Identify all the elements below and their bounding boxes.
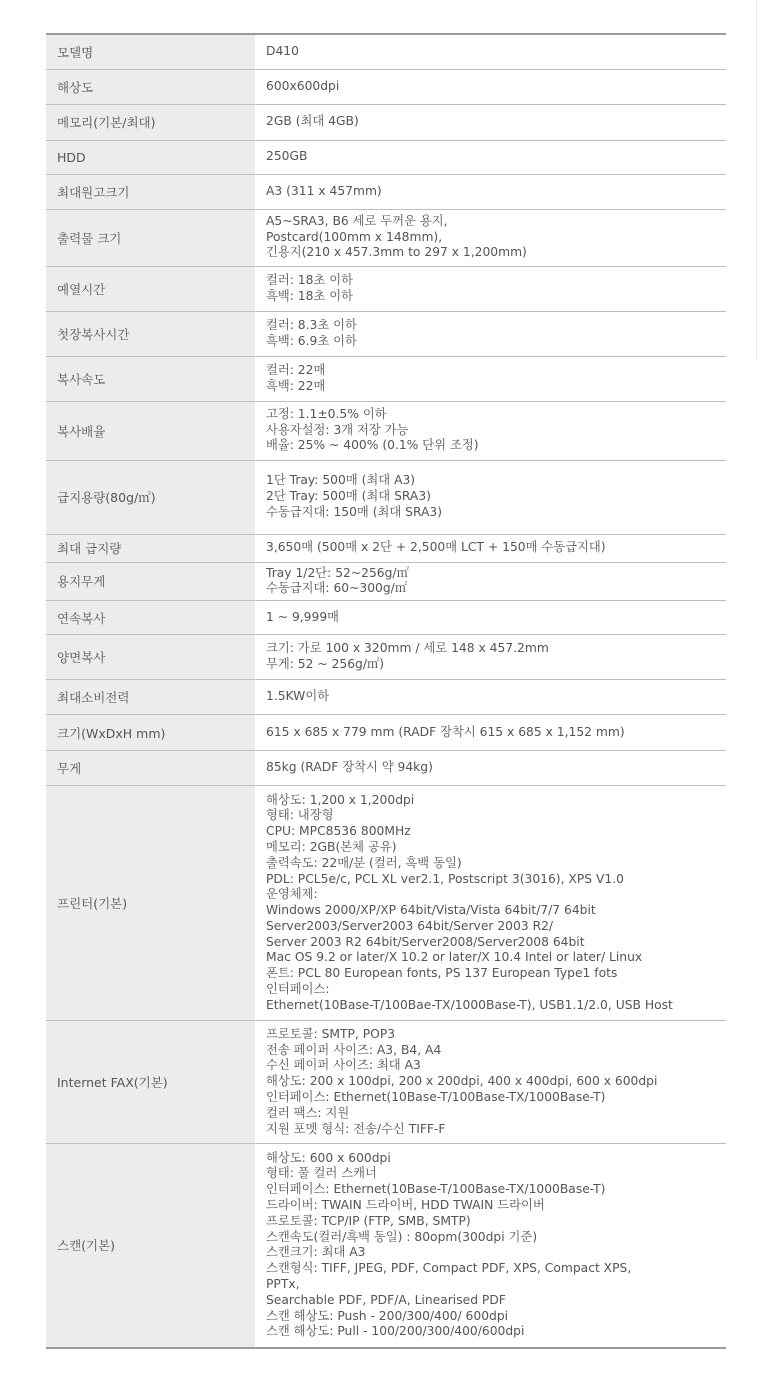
- spec-row: [46, 401, 726, 460]
- spec-value: [255, 635, 726, 680]
- spec-value-line: Windows 2000/XP/XP 64bit/Vista/Vista 64bit/7/7 64bit: [266, 903, 596, 918]
- spec-label: 모델명: [46, 34, 255, 69]
- spec-row: [46, 174, 726, 209]
- spec-row: [46, 534, 726, 562]
- spec-value: [255, 401, 726, 460]
- page-side-rule: [756, 0, 757, 360]
- spec-row: [46, 356, 726, 401]
- spec-value-line: 해상도: 1,200 x 1,200dpi: [266, 792, 415, 807]
- spec-value-line: 드라이버: TWAIN 드라이버, HDD TWAIN 드라이버: [266, 1197, 545, 1212]
- spec-label: 최대소비전력: [46, 680, 255, 715]
- spec-value-line: 스캔속도(컬러/흑백 동일) : 80opm(300dpi 기준): [266, 1229, 538, 1244]
- spec-value-line: 사용자설정: 3개 저장 가능: [266, 422, 409, 437]
- spec-row: [46, 209, 726, 266]
- spec-label: 메모리(기본/최대): [46, 104, 255, 140]
- spec-label: 프린터(기본): [46, 786, 255, 1021]
- spec-value-line: 인터페이스: Ethernet(10Base-T/100Base-TX/1000Base-T): [266, 1182, 606, 1197]
- spec-value-line: 615 x 685 x 779 mm (RADF 장착시 615 x 685 x 1,152 mm): [266, 724, 625, 739]
- spec-row: [46, 104, 726, 140]
- spec-value: [255, 311, 726, 356]
- spec-label: 복사배율: [46, 401, 255, 460]
- spec-row: [46, 311, 726, 356]
- spec-row: [46, 1021, 726, 1144]
- spec-row: [46, 715, 726, 751]
- spec-value-line: 스캔 해상도: Pull - 100/200/300/400/600dpi: [266, 1324, 525, 1339]
- spec-value-line: 운영체제:: [266, 887, 318, 902]
- spec-label: HDD: [46, 140, 255, 174]
- spec-value-line: 600x600dpi: [266, 78, 340, 93]
- spec-value: [255, 209, 726, 266]
- spec-value-line: 2GB (최대 4GB): [266, 114, 359, 129]
- spec-value-line: 1단 Tray: 500매 (최대 A3): [266, 473, 416, 488]
- spec-value-line: 수신 페이퍼 사이즈: 최대 A3: [266, 1058, 421, 1073]
- spec-value: [255, 601, 726, 635]
- spec-value-line: CPU: MPC8536 800MHz: [266, 824, 411, 839]
- spec-value: [255, 356, 726, 401]
- spec-label: 무게: [46, 751, 255, 786]
- spec-value-line: 형태: 내장형: [266, 808, 334, 823]
- spec-value: [255, 104, 726, 140]
- spec-value-line: Server2003/Server2003 64bit/Server 2003 R2/: [266, 918, 554, 933]
- spec-value-line: PPTx,: [266, 1276, 300, 1291]
- spec-value: [255, 34, 726, 69]
- spec-value-line: 85kg (RADF 장착시 약 94kg): [266, 760, 433, 775]
- spec-value-line: 해상도: 600 x 600dpi: [266, 1150, 391, 1165]
- spec-value: [255, 534, 726, 562]
- spec-value-line: 3,650매 (500매 x 2단 + 2,500매 LCT + 150매 수동급지대): [266, 540, 606, 555]
- spec-value-line: 해상도: 200 x 100dpi, 200 x 200dpi, 400 x 400dpi, 600 x 600dpi: [266, 1074, 658, 1089]
- spec-value-line: 스캔크기: 최대 A3: [266, 1245, 366, 1260]
- spec-value: [255, 460, 726, 534]
- spec-value-line: D410: [266, 43, 299, 58]
- spec-label: 용지무게: [46, 562, 255, 601]
- spec-value-line: PDL: PCL5e/c, PCL XL ver2.1, Postscript 3(3016), XPS V1.0: [266, 871, 624, 886]
- spec-value-line: 스캔 해상도: Push - 200/300/400/ 600dpi: [266, 1308, 509, 1323]
- spec-value-line: 컬러: 22매: [266, 362, 326, 377]
- spec-value: [255, 715, 726, 751]
- spec-value-line: 배율: 25% ~ 400% (0.1% 단위 조정): [266, 438, 479, 453]
- spec-value-line: 인터페이스: Ethernet(10Base-T/100Base-TX/1000Base-T): [266, 1089, 606, 1104]
- spec-label: 양면복사: [46, 635, 255, 680]
- spec-value-line: 크기: 가로 100 x 320mm / 세로 148 x 457.2mm: [266, 641, 549, 656]
- spec-value: [255, 266, 726, 311]
- spec-value-line: 인터페이스:: [266, 982, 330, 997]
- spec-value-line: 고정: 1.1±0.5% 이하: [266, 406, 387, 421]
- spec-value-line: 지원 포멧 형식: 전송/수신 TIFF-F: [266, 1121, 446, 1136]
- spec-value-line: Ethernet(10Base-T/100Bae-TX/1000Base-T), USB1.1/2.0, USB Host: [266, 997, 673, 1012]
- spec-label: 예열시간: [46, 266, 255, 311]
- spec-row: [46, 266, 726, 311]
- spec-value-line: 흑백: 22매: [266, 378, 326, 393]
- spec-label: 첫장복사시간: [46, 311, 255, 356]
- spec-label: 최대원고크기: [46, 174, 255, 209]
- spec-label: 해상도: [46, 69, 255, 104]
- spec-value-line: 전송 페이퍼 사이즈: A3, B4, A4: [266, 1042, 442, 1057]
- spec-value-line: 프로토콜: SMTP, POP3: [266, 1026, 396, 1041]
- spec-row: [46, 140, 726, 174]
- spec-value-line: Server 2003 R2 64bit/Server2008/Server2008 64bit: [266, 934, 585, 949]
- spec-row: [46, 751, 726, 786]
- spec-value-line: Mac OS 9.2 or later/X 10.2 or later/X 10.4 Intel or later/ Linux: [266, 950, 643, 965]
- spec-value-line: 흑백: 6.9초 이하: [266, 333, 357, 348]
- spec-value-line: Searchable PDF, PDF/A, Linearised PDF: [266, 1292, 506, 1307]
- spec-row: [46, 601, 726, 635]
- spec-row: [46, 680, 726, 715]
- spec-value-line: 컬러: 8.3초 이하: [266, 317, 357, 332]
- spec-value-line: 무게: 52 ~ 256g/㎡): [266, 657, 385, 672]
- spec-row: [46, 635, 726, 680]
- spec-row: [46, 460, 726, 534]
- spec-value-line: 2단 Tray: 500매 (최대 SRA3): [266, 489, 431, 504]
- spec-value: [255, 562, 726, 601]
- spec-label: 급지용량(80g/㎡): [46, 460, 255, 534]
- spec-value: [255, 1021, 726, 1144]
- spec-row: [46, 562, 726, 601]
- spec-value-line: 프로토콜: TCP/IP (FTP, SMB, SMTP): [266, 1213, 471, 1228]
- spec-value-line: 폰트: PCL 80 European fonts, PS 137 European Type1 fots: [266, 966, 618, 981]
- spec-value-line: 컬러: 18초 이하: [266, 272, 354, 287]
- spec-value-line: 수동급지대: 150매 (최대 SRA3): [266, 504, 443, 519]
- spec-value-line: 형태: 풀 컬러 스캐너: [266, 1166, 377, 1181]
- spec-label: 연속복사: [46, 601, 255, 635]
- spec-value-line: 출력속도: 22매/분 (컬러, 흑백 동일): [266, 855, 462, 870]
- spec-value-line: 흑백: 18초 이하: [266, 288, 354, 303]
- spec-label: 스캔(기본): [46, 1144, 255, 1348]
- spec-value: [255, 140, 726, 174]
- spec-value-line: 컬러 팩스: 지원: [266, 1105, 350, 1120]
- spec-value-line: 긴용지(210 x 457.3mm to 297 x 1,200mm): [266, 245, 527, 260]
- spec-label: 복사속도: [46, 356, 255, 401]
- spec-value: [255, 751, 726, 786]
- spec-value: [255, 1144, 726, 1348]
- spec-table-body: [46, 34, 726, 1348]
- spec-value-line: A3 (311 x 457mm): [266, 183, 382, 198]
- spec-value-line: 250GB: [266, 149, 308, 164]
- spec-row: [46, 34, 726, 69]
- spec-row: [46, 69, 726, 104]
- spec-value-line: 스캔형식: TIFF, JPEG, PDF, Compact PDF, XPS, Compact XPS,: [266, 1261, 632, 1276]
- spec-row: [46, 1144, 726, 1348]
- spec-row: [46, 786, 726, 1021]
- spec-table: [46, 33, 726, 1349]
- spec-label: Internet FAX(기본): [46, 1021, 255, 1144]
- spec-value: [255, 174, 726, 209]
- spec-value-line: 1 ~ 9,999매: [266, 609, 340, 624]
- spec-label: 최대 급지량: [46, 534, 255, 562]
- spec-value: [255, 680, 726, 715]
- spec-value-line: 수동급지대: 60~300g/㎡: [266, 581, 408, 596]
- spec-value-line: Postcard(100mm x 148mm),: [266, 229, 443, 244]
- spec-value-line: 메모리: 2GB(본체 공유): [266, 839, 397, 854]
- spec-value: [255, 786, 726, 1021]
- spec-value: [255, 69, 726, 104]
- spec-label: 크기(WxDxH mm): [46, 715, 255, 751]
- spec-value-line: Tray 1/2단: 52~256g/㎡: [266, 565, 409, 580]
- spec-value-line: 1.5KW이하: [266, 689, 330, 704]
- spec-label: 출력물 크기: [46, 209, 255, 266]
- spec-value-line: A5~SRA3, B6 세로 두꺼운 용지,: [266, 213, 448, 228]
